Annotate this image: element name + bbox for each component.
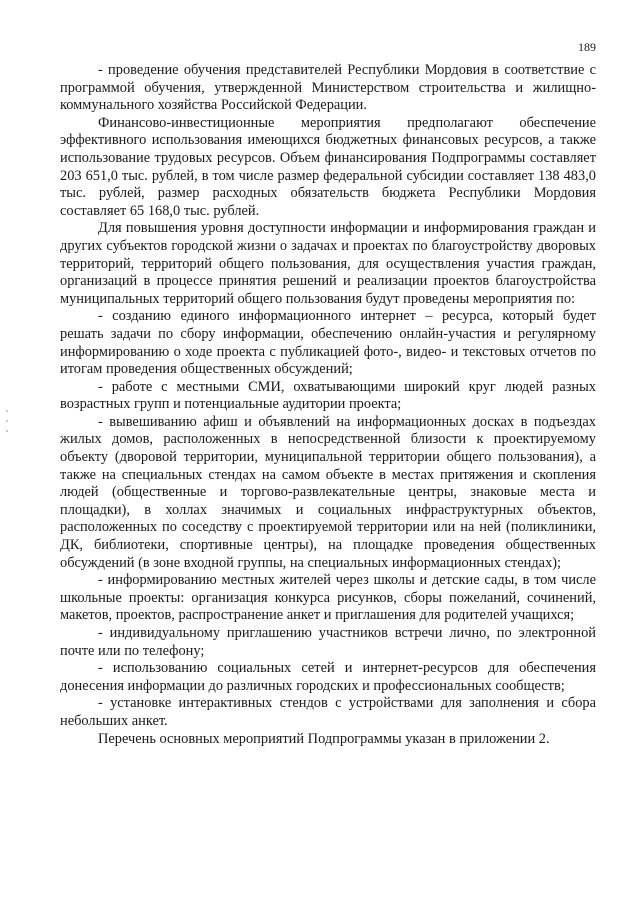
- list-item-interactive-stands: - установке интерактивных стендов с устройствами для заполнения и сбора небольших анкет.: [60, 695, 596, 729]
- scan-mark: [6, 410, 8, 412]
- paragraph-training: - проведение обучения представителей Республики Мордовия в соответствие с программой обучения, утвержденной Министерством строительства и жилищно-коммунального хозяйства Российской Федерации.: [60, 62, 596, 114]
- list-item-personal-invitation: - индивидуальному приглашению участников встречи лично, по электронной почте или по телефону;: [60, 625, 596, 659]
- paragraph-financing: Финансово-инвестиционные мероприятия предполагают обеспечение эффективного использования имеющихся бюджетных финансовых ресурсов, а также использование трудовых ресурсов. Объем финансирования Подпрограммы составляет 203 651,0 тыс. рублей, в том числе размер федеральной субсидии составляет 138 483,0 тыс. рублей, размер расходных обязательств бюджета Республики Мордовия составляет 65 168,0 тыс. рублей.: [60, 114, 596, 219]
- list-item-local-media: - работе с местными СМИ, охватывающими широкий круг людей разных возрастных групп и потенциальные аудитории проекта;: [60, 378, 596, 413]
- paragraph-appendix-reference: Перечень основных мероприятий Подпрограммы указан в приложении 2.: [98, 730, 550, 747]
- list-item-internet-resource: - созданию единого информационного интернет – ресурса, который будет решать задачи по сбору информации, обеспечению онлайн-участия и регулярному информированию о ходе проекта с публикацией фото-, видео- и текстовых отчетов по итогам проведения общественных обсуждений;: [60, 308, 596, 378]
- document-body: [60, 62, 596, 748]
- scan-mark: [6, 420, 8, 422]
- list-item-social-networks: - использованию социальных сетей и интернет-ресурсов для обеспечения донесения информации до различных городских и профессиональных сообществ;: [60, 660, 596, 694]
- scan-mark: [6, 430, 8, 432]
- margin-scan-marks: [4, 410, 10, 450]
- list-item-posters: - вывешиванию афиш и объявлений на информационных досках в подъездах жилых домов, расположенных в непосредственной близости к проектируемому объекту (дворовой территории, муниципальной территории общего пользования), а также на специальных стендах на самом объекте в местах притяжения и скопления людей (общественные и торгово-развлекательные центры, знаковые места и площадки), в холлах значимых и социальных инфраструктурных объектов, расположенных по соседству с проектируемой территории или на ней (поликлиники, ДК, библиотеки, спортивные центры), на площадке проведения общественных обсуждений (в зоне входной группы, на специальных информационных стендах);: [60, 413, 596, 571]
- list-item-schools: - информированию местных жителей через школы и детские сады, в том числе школьные проекты: организация конкурса рисунков, сборы пожеланий, сочинений, макетов, проектов, распространение анкет и приглашения для родителей учащихся;: [60, 572, 596, 624]
- paragraph-information-intro: Для повышения уровня доступности информации и информирования граждан и других субъектов городской жизни о задачах и проектах по благоустройству дворовых территорий, территорий общего пользования, для осуществления участия граждан, организаций в процессе принятия решений и реализации проектов благоустройства муниципальных территорий общего пользования будут проведены мероприятия по:: [60, 220, 596, 307]
- page-number: 189: [578, 40, 596, 54]
